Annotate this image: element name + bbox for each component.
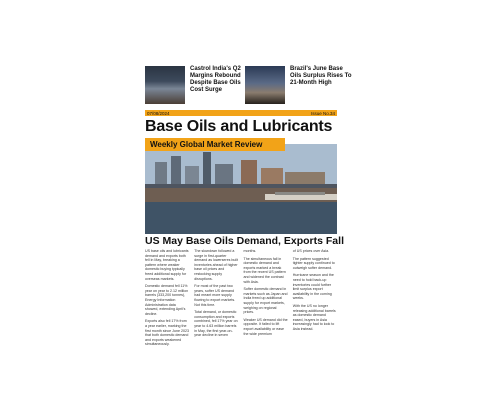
article-column (194, 249, 238, 350)
article-column (244, 249, 288, 350)
teaser-castrol[interactable] (145, 66, 252, 104)
teaser-title: Brazil's June Base Oils Surplus Rises To 21-Month High (290, 66, 352, 86)
article-column (293, 249, 337, 350)
article-paragraph: months. (243, 249, 257, 253)
article-paragraph: With the US no longer releasing additional barrels as domestic demand eased, buyers in Asia increasingly had to look to Asia instead. (292, 303, 336, 331)
article-body (145, 249, 337, 350)
article-paragraph: Exports also fell 17% from a year earlier, marking the first month since June 2023 that both domestic demand and exports weakened simultaneously. (145, 319, 189, 347)
article-paragraph: Weaker US demand did the opposite. It failed to lift export availability or ease the wide premium (243, 317, 288, 336)
issue-number: Issue No.34 (310, 110, 335, 116)
article-paragraph: For most of the past two years, softer US demand had meant more supply flowing to export markets. Not this time. (194, 284, 236, 307)
article-paragraph: The slowdown followed a surge in first-quarter demand as lowerseres built inventories ahead of higher base oil prices and restocking supply disruptions. (194, 249, 238, 281)
teaser-thumbnail (145, 66, 185, 104)
masthead-title: Base Oils and Lubricants (145, 118, 333, 135)
article-headline: US May Base Oils Demand, Exports Fall (145, 235, 344, 247)
article-paragraph: of US prices over Asia. (292, 249, 330, 253)
article-paragraph: US base oils and lubricants demand and exports both fell in May, breaking a pattern where weaker domestic buying typically freed additional supply for overseas markets. (145, 249, 189, 281)
masthead-subtitle: Weekly Global Market Review (145, 138, 285, 151)
article-paragraph: Total demand, or domestic consumption and exports combined, fell 17% year on year to 4.63 million barrels in May, the first year-on-year decline in seven (194, 310, 238, 338)
harbor-illustration (145, 144, 337, 234)
article-paragraph: The simultaneous fall in domestic demand and exports marked a break from the recent US pattern and widened the contrast with Asia. (243, 256, 286, 284)
article-paragraph: The pattern suggested tighter supply continued to outweigh softer demand. (292, 256, 335, 270)
teaser-brazil[interactable] (245, 66, 352, 104)
issue-bar (145, 110, 337, 116)
teaser-title: Castrol India's Q2 Margins Rebound Despite Base Oils Cost Surge (190, 66, 241, 93)
article-column (145, 249, 189, 350)
article-paragraph: Softer domestic demand in markets such as Japan and India freed up additional supply for export markets, weighing on regional prices. (243, 287, 288, 315)
hero-photo (145, 144, 337, 234)
article-paragraph: Domestic demand fell 11% year on year to 2.12 million barrels (333,200 tonnes), Energy Information Administration data showed, extending April's decline. (145, 284, 189, 316)
issue-date: 07/08/2024 (147, 110, 170, 116)
article-paragraph: Hurricane season and the need to hold back-up inventories could further limit surplus export availability in the coming weeks. (292, 273, 334, 301)
teaser-thumbnail (245, 66, 285, 104)
